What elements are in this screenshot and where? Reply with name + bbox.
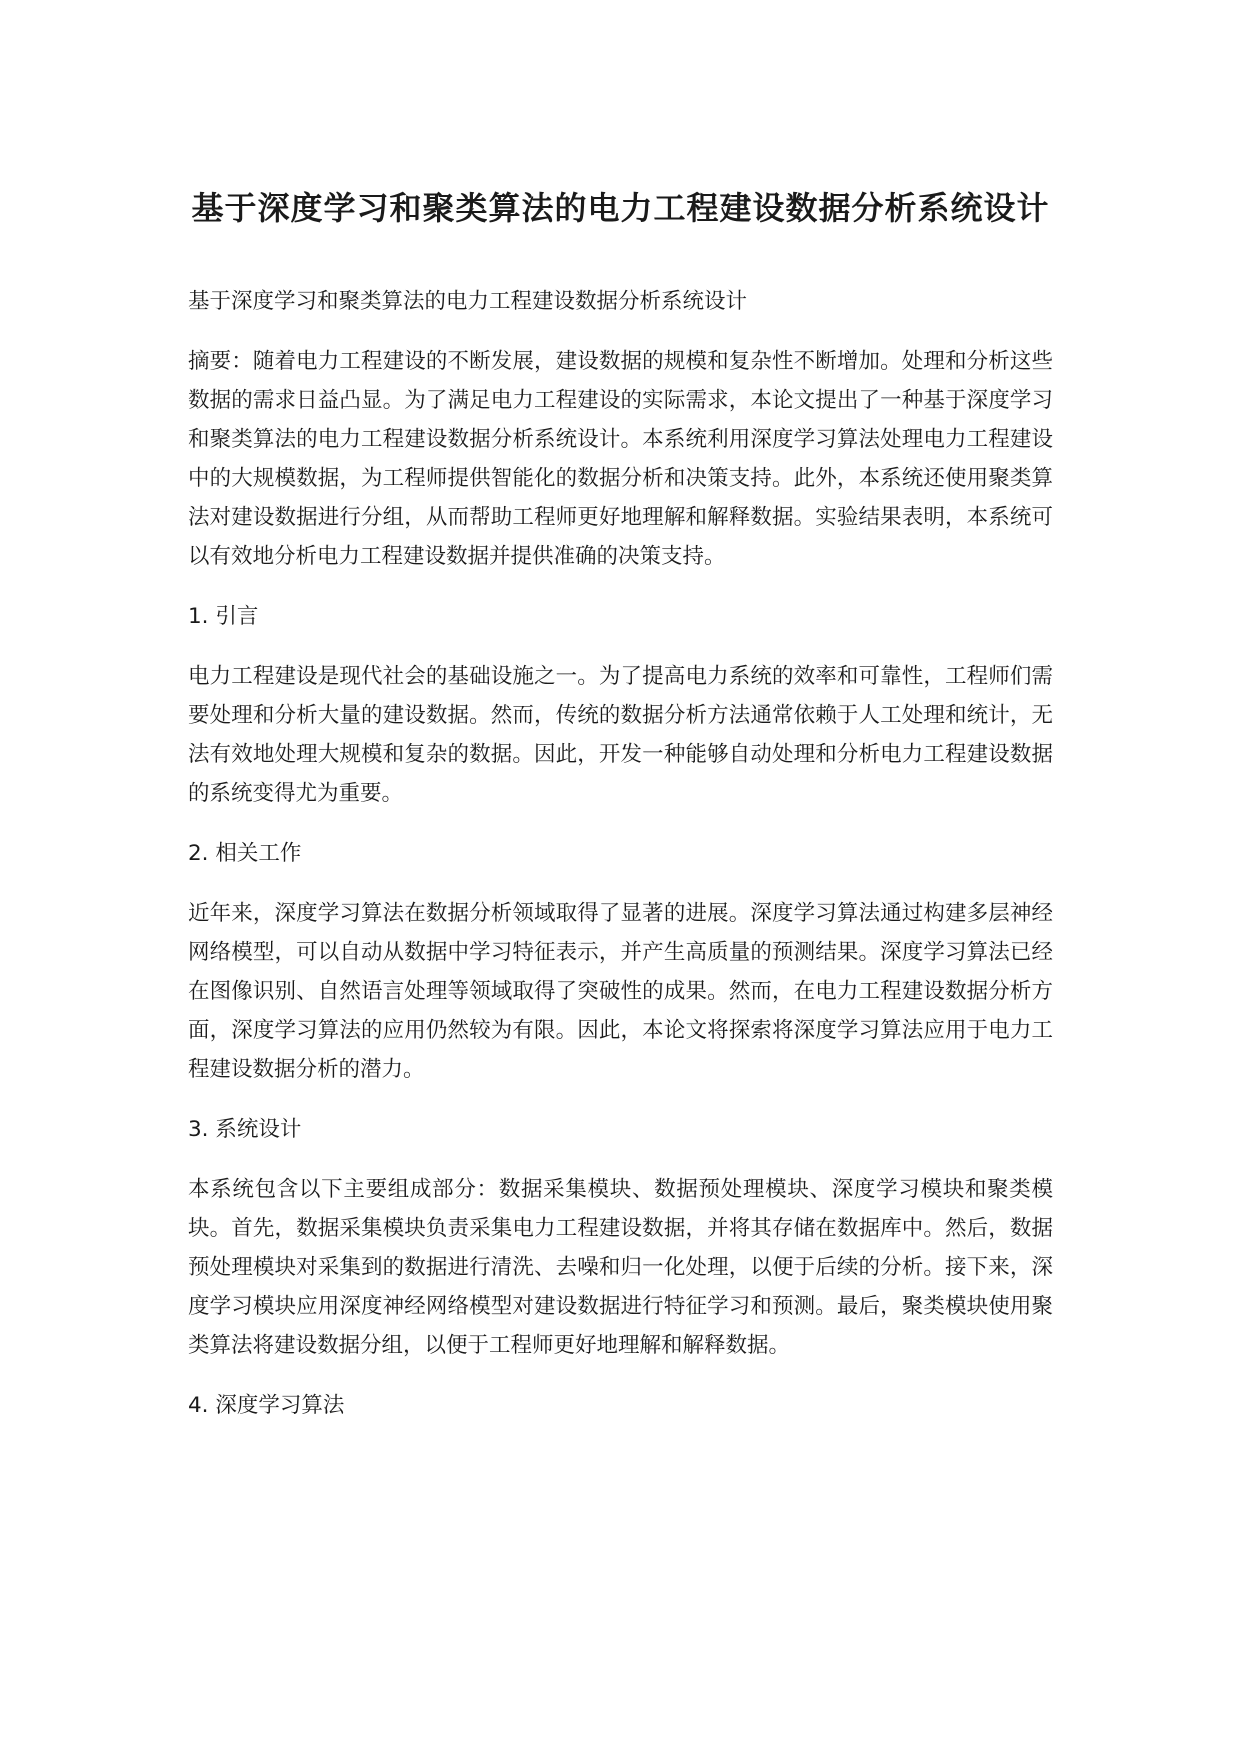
- section-paragraph-related-work: 近年来，深度学习算法在数据分析领域取得了显著的进展。深度学习算法通过构建多层神经网络模型，可以自动从数据中学习特征表示，并产生高质量的预测结果。深度学习算法已经在图像识别、自然语言处理等领域取得了突破性的成果。然而，在电力工程建设数据分析方面，深度学习算法的应用仍然较为有限。因此，本论文将探索将深度学习算法应用于电力工程建设数据分析的潜力。: [188, 901, 1053, 1082]
- section-paragraph-system-design: 本系统包含以下主要组成部分：数据采集模块、数据预处理模块、深度学习模块和聚类模块。首先，数据采集模块负责采集电力工程建设数据，并将其存储在数据库中。然后，数据预处理模块对采集到的数据进行清洗、去噪和归一化处理，以便于后续的分析。接下来，深度学习模块应用深度神经网络模型对建设数据进行特征学习和预测。最后，聚类模块使用聚类算法将建设数据分组，以便于工程师更好地理解和解释数据。: [188, 1177, 1053, 1358]
- abstract-paragraph: 摘要：随着电力工程建设的不断发展，建设数据的规模和复杂性不断增加。处理和分析这些数据的需求日益凸显。为了满足电力工程建设的实际需求，本论文提出了一种基于深度学习和聚类算法的电力工程建设数据分析系统设计。本系统利用深度学习算法处理电力工程建设中的大规模数据，为工程师提供智能化的数据分析和决策支持。此外，本系统还使用聚类算法对建设数据进行分组，从而帮助工程师更好地理解和解释数据。实验结果表明，本系统可以有效地分析电力工程建设数据并提供准确的决策支持。: [188, 349, 1053, 569]
- section-heading-introduction: 1. 引言: [188, 604, 259, 629]
- section-heading-related-work: 2. 相关工作: [188, 841, 302, 866]
- section-paragraph-introduction: 电力工程建设是现代社会的基础设施之一。为了提高电力系统的效率和可靠性，工程师们需要处理和分析大量的建设数据。然而，传统的数据分析方法通常依赖于人工处理和统计，无法有效地处理大规模和复杂的数据。因此，开发一种能够自动处理和分析电力工程建设数据的系统变得尤为重要。: [188, 664, 1053, 806]
- section-heading-system-design: 3. 系统设计: [188, 1117, 302, 1142]
- document-title: 基于深度学习和聚类算法的电力工程建设数据分析系统设计: [191, 189, 1050, 227]
- document-subtitle: 基于深度学习和聚类算法的电力工程建设数据分析系统设计: [188, 289, 748, 314]
- section-heading-deep-learning: 4. 深度学习算法: [188, 1393, 345, 1418]
